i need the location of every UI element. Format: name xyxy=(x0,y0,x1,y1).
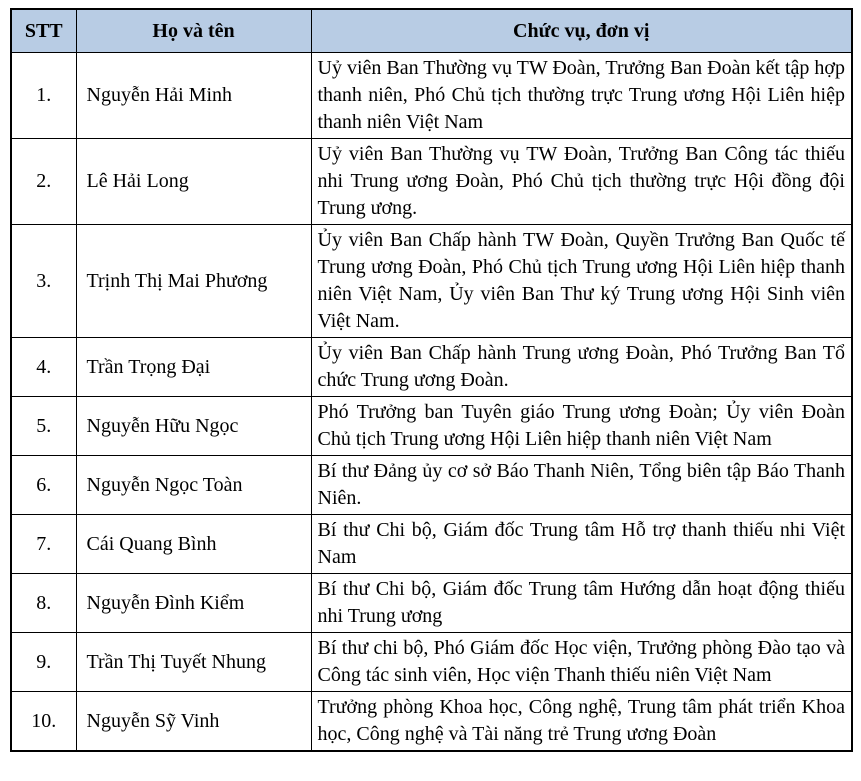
table-row xyxy=(11,515,852,574)
person-name: Nguyễn Hải Minh xyxy=(76,53,311,139)
header-cell-name: Họ và tên xyxy=(76,9,311,53)
row-number: 3. xyxy=(11,225,76,338)
person-name: Nguyễn Ngọc Toàn xyxy=(76,456,311,515)
person-role: Bí thư Đảng ủy cơ sở Báo Thanh Niên, Tổng biên tập Báo Thanh Niên. xyxy=(311,456,852,515)
row-number: 5. xyxy=(11,397,76,456)
table-row xyxy=(11,225,852,338)
person-role: Bí thư Chi bộ, Giám đốc Trung tâm Hỗ trợ thanh thiếu nhi Việt Nam xyxy=(311,515,852,574)
table-row xyxy=(11,139,852,225)
row-number: 1. xyxy=(11,53,76,139)
personnel-table xyxy=(10,8,853,752)
person-role: Ủy viên Ban Chấp hành TW Đoàn, Quyền Trưởng Ban Quốc tế Trung ương Đoàn, Phó Chủ tịch Trung ương Hội Liên hiệp thanh niên Việt Nam, Ủy viên Ban Thư ký Trung ương Hội Sinh viên Việt Nam. xyxy=(311,225,852,338)
header-cell-stt: STT xyxy=(11,9,76,53)
table-row xyxy=(11,456,852,515)
table-row xyxy=(11,338,852,397)
person-role: Phó Trưởng ban Tuyên giáo Trung ương Đoàn; Ủy viên Đoàn Chủ tịch Trung ương Hội Liên hiệp thanh niên Việt Nam xyxy=(311,397,852,456)
row-number: 4. xyxy=(11,338,76,397)
person-role: Trưởng phòng Khoa học, Công nghệ, Trung tâm phát triển Khoa học, Công nghệ và Tài năng trẻ Trung ương Đoàn xyxy=(311,692,852,752)
person-name: Trần Thị Tuyết Nhung xyxy=(76,633,311,692)
person-name: Nguyễn Hữu Ngọc xyxy=(76,397,311,456)
person-role: Uỷ viên Ban Thường vụ TW Đoàn, Trưởng Ban Đoàn kết tập hợp thanh niên, Phó Chủ tịch thường trực Trung ương Hội Liên hiệp thanh niên Việt Nam xyxy=(311,53,852,139)
header-row xyxy=(11,9,852,53)
table-row xyxy=(11,574,852,633)
person-name: Nguyễn Đình Kiểm xyxy=(76,574,311,633)
table-row xyxy=(11,633,852,692)
person-name: Cái Quang Bình xyxy=(76,515,311,574)
row-number: 8. xyxy=(11,574,76,633)
table-row xyxy=(11,53,852,139)
person-role: Ủy viên Ban Chấp hành Trung ương Đoàn, Phó Trưởng Ban Tổ chức Trung ương Đoàn. xyxy=(311,338,852,397)
person-name: Trần Trọng Đại xyxy=(76,338,311,397)
person-role: Bí thư Chi bộ, Giám đốc Trung tâm Hướng dẫn hoạt động thiếu nhi Trung ương xyxy=(311,574,852,633)
row-number: 2. xyxy=(11,139,76,225)
row-number: 9. xyxy=(11,633,76,692)
person-name: Lê Hải Long xyxy=(76,139,311,225)
row-number: 10. xyxy=(11,692,76,752)
row-number: 7. xyxy=(11,515,76,574)
person-name: Nguyễn Sỹ Vinh xyxy=(76,692,311,752)
table-row xyxy=(11,692,852,752)
person-role: Uỷ viên Ban Thường vụ TW Đoàn, Trưởng Ban Công tác thiếu nhi Trung ương Đoàn, Phó Chủ tịch thường trực Hội đồng đội Trung ương. xyxy=(311,139,852,225)
table-row xyxy=(11,397,852,456)
person-role: Bí thư chi bộ, Phó Giám đốc Học viện, Trưởng phòng Đào tạo và Công tác sinh viên, Học viện Thanh thiếu niên Việt Nam xyxy=(311,633,852,692)
header-cell-role: Chức vụ, đơn vị xyxy=(311,9,852,53)
row-number: 6. xyxy=(11,456,76,515)
person-name: Trịnh Thị Mai Phương xyxy=(76,225,311,338)
